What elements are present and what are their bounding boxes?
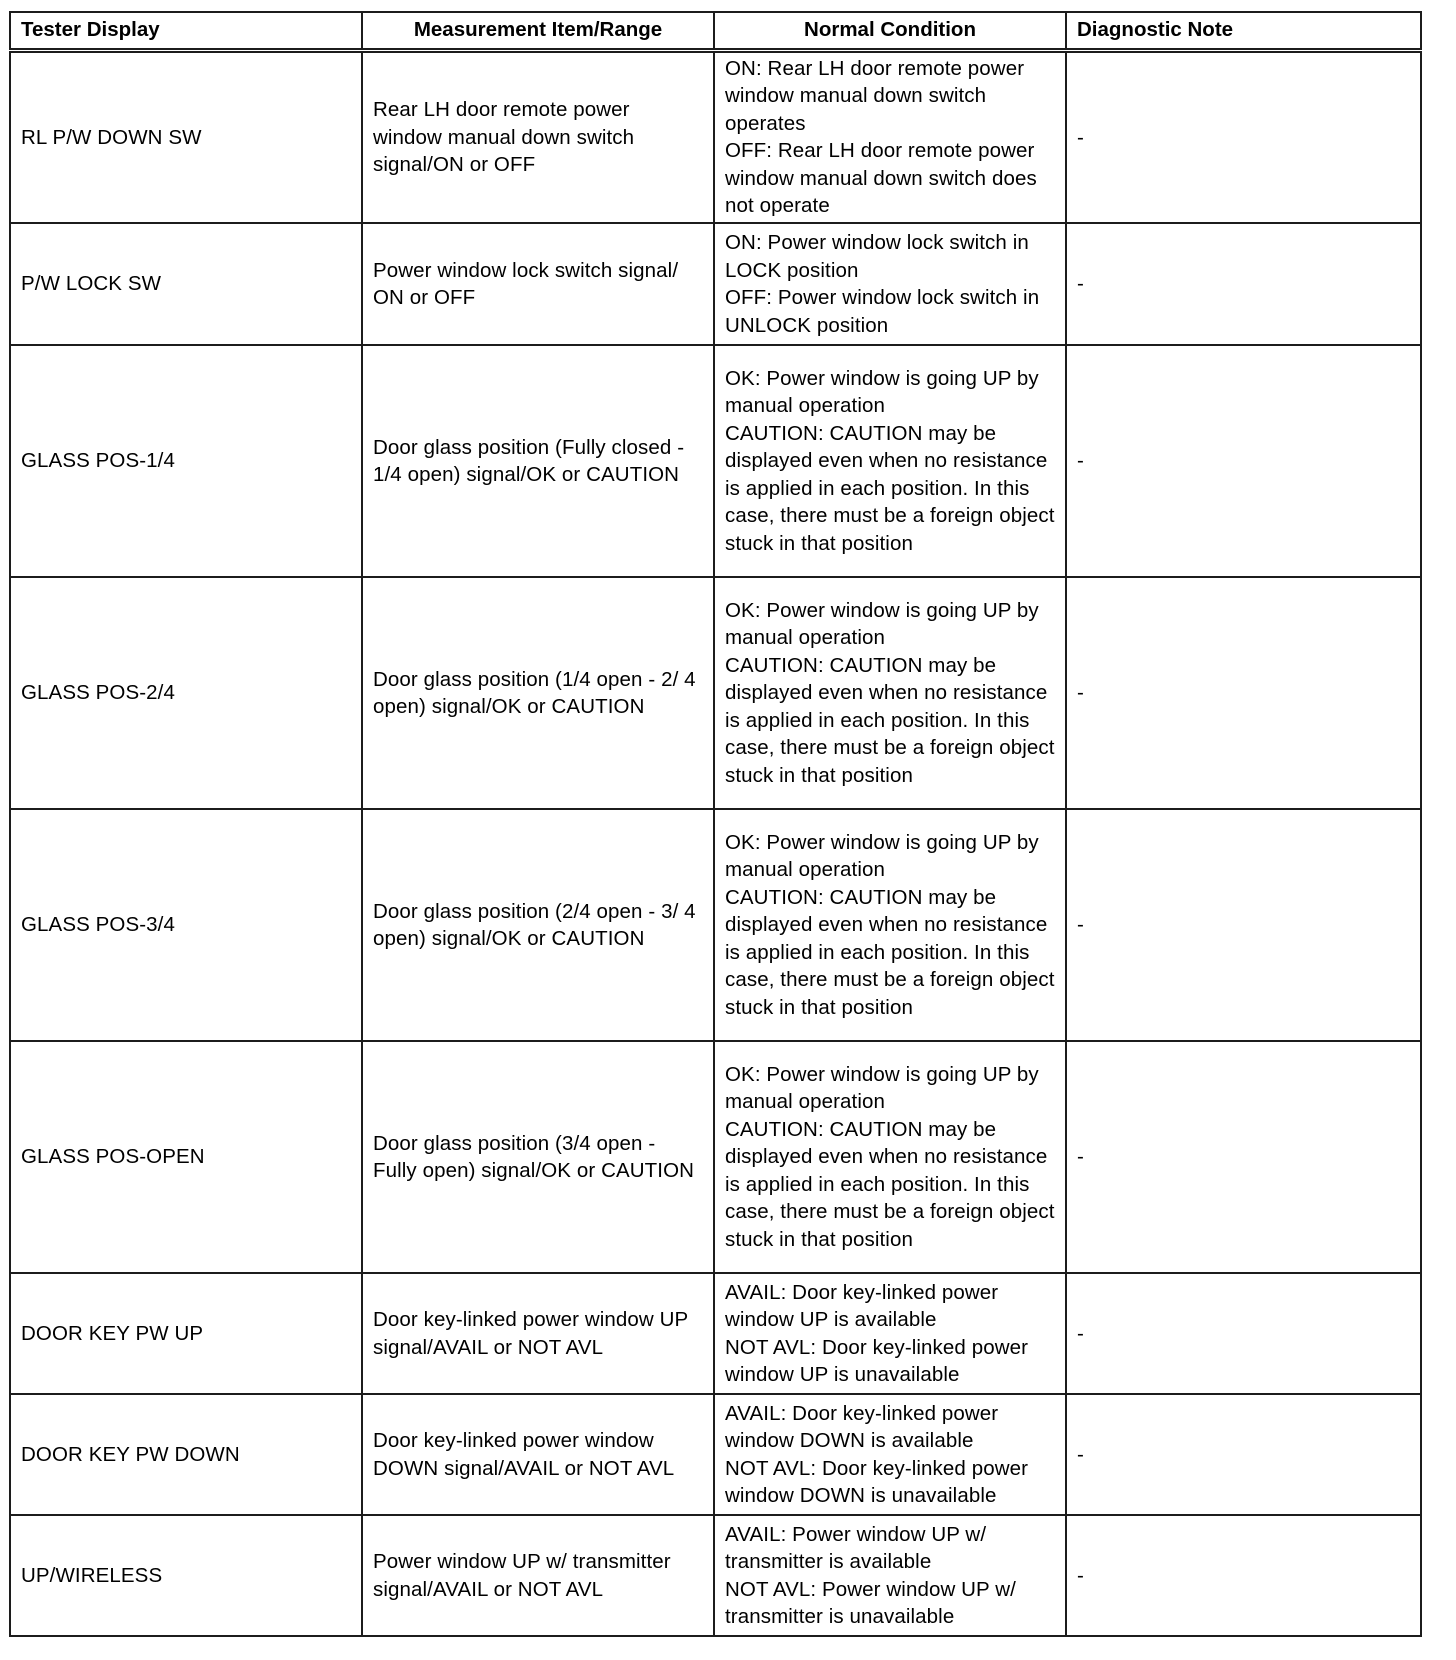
normal-condition-line: CAUTION: CAUTION may be displayed even when no resistance is applied in each position. In this case, there must be a foreign object stuck in that position <box>725 653 1055 787</box>
diagnostic-note-cell: - <box>1066 1394 1421 1515</box>
normal-condition-line: OFF: Power window lock switch in UNLOCK position <box>725 286 1040 337</box>
tester-display-cell: UP/WIRELESS <box>10 1515 362 1636</box>
table-row <box>10 1515 1421 1636</box>
normal-condition-line: NOT AVL: Door key-linked power window DOWN is unavailable <box>725 1456 1029 1507</box>
normal-condition-line: CAUTION: CAUTION may be displayed even when no resistance is applied in each position. In this case, there must be a foreign object stuck in that position <box>725 885 1055 1019</box>
normal-condition-line: CAUTION: CAUTION may be displayed even when no resistance is applied in each position. In this case, there must be a foreign object stuck in that position <box>725 1117 1055 1251</box>
normal-condition-line: NOT AVL: Power window UP w/ transmitter is unavailable <box>725 1577 1016 1628</box>
measurement-cell: Power window UP w/ transmitter signal/AVAIL or NOT AVL <box>362 1515 714 1636</box>
diagnostic-note-cell: - <box>1066 809 1421 1041</box>
table-row <box>10 345 1421 577</box>
measurement-cell: Power window lock switch signal/ ON or OFF <box>362 223 714 345</box>
normal-condition-line: NOT AVL: Door key-linked power window UP is unavailable <box>725 1335 1029 1386</box>
table-row <box>10 1041 1421 1273</box>
diagnostic-note-cell: - <box>1066 1273 1421 1394</box>
normal-condition-line: ON: Power window lock switch in LOCK position <box>725 231 1029 282</box>
tester-display-cell: GLASS POS-1/4 <box>10 345 362 577</box>
table-row <box>10 1394 1421 1515</box>
tester-display-cell: RL P/W DOWN SW <box>10 50 362 223</box>
diagnostic-note-cell: - <box>1066 223 1421 345</box>
normal-condition-line: AVAIL: Door key-linked power window DOWN is available <box>725 1401 999 1452</box>
diagnostic-note-cell: - <box>1066 1515 1421 1636</box>
normal-condition-line: ON: Rear LH door remote power window manual down switch operates <box>725 56 1025 135</box>
normal-condition-line: OK: Power window is going UP by manual operation <box>725 598 1039 650</box>
normal-condition-line: OK: Power window is going UP by manual operation <box>725 1062 1039 1114</box>
normal-condition-cell <box>714 1515 1066 1636</box>
measurement-cell: Door glass position (2/4 open - 3/ 4 open) signal/OK or CAUTION <box>362 809 714 1041</box>
header-tester-display: Tester Display <box>10 12 362 50</box>
table-row <box>10 50 1421 223</box>
table-row <box>10 809 1421 1041</box>
header-diagnostic-note: Diagnostic Note <box>1066 12 1421 50</box>
measurement-cell: Door glass position (Fully closed - 1/4 open) signal/OK or CAUTION <box>362 345 714 577</box>
header-measurement-item: Measurement Item/Range <box>362 12 714 50</box>
normal-condition-line: CAUTION: CAUTION may be displayed even when no resistance is applied in each position. In this case, there must be a foreign object stuck in that position <box>725 421 1055 555</box>
measurement-cell: Rear LH door remote power window manual down switch signal/ON or OFF <box>362 50 714 223</box>
diagnostic-note-cell: - <box>1066 345 1421 577</box>
measurement-cell: Door glass position (3/4 open - Fully open) signal/OK or CAUTION <box>362 1041 714 1273</box>
diagnostic-note-cell: - <box>1066 50 1421 223</box>
table-row <box>10 223 1421 345</box>
normal-condition-line: AVAIL: Power window UP w/ transmitter is available <box>725 1522 987 1573</box>
normal-condition-cell <box>714 809 1066 1041</box>
normal-condition-cell <box>714 50 1066 223</box>
tester-display-cell: GLASS POS-3/4 <box>10 809 362 1041</box>
tester-display-cell: DOOR KEY PW UP <box>10 1273 362 1394</box>
normal-condition-line: AVAIL: Door key-linked power window UP is available <box>725 1280 999 1331</box>
tester-display-cell: GLASS POS-2/4 <box>10 577 362 809</box>
normal-condition-line: OFF: Rear LH door remote power window manual down switch does not operate <box>725 139 1037 218</box>
measurement-cell: Door key-linked power window DOWN signal/AVAIL or NOT AVL <box>362 1394 714 1515</box>
normal-condition-cell <box>714 1041 1066 1273</box>
normal-condition-cell <box>714 577 1066 809</box>
normal-condition-cell <box>714 223 1066 345</box>
measurement-cell: Door key-linked power window UP signal/AVAIL or NOT AVL <box>362 1273 714 1394</box>
normal-condition-line: OK: Power window is going UP by manual operation <box>725 830 1039 882</box>
normal-condition-cell <box>714 345 1066 577</box>
data-table <box>9 11 1422 1637</box>
tester-display-cell: DOOR KEY PW DOWN <box>10 1394 362 1515</box>
tester-display-cell: GLASS POS-OPEN <box>10 1041 362 1273</box>
diagnostic-note-cell: - <box>1066 1041 1421 1273</box>
tester-display-cell: P/W LOCK SW <box>10 223 362 345</box>
normal-condition-cell <box>714 1394 1066 1515</box>
table-row <box>10 1273 1421 1394</box>
normal-condition-cell <box>714 1273 1066 1394</box>
diagnostic-note-cell: - <box>1066 577 1421 809</box>
measurement-cell: Door glass position (1/4 open - 2/ 4 open) signal/OK or CAUTION <box>362 577 714 809</box>
table-row <box>10 577 1421 809</box>
normal-condition-line: OK: Power window is going UP by manual operation <box>725 366 1039 418</box>
table-header-row <box>10 12 1421 50</box>
header-normal-condition: Normal Condition <box>714 12 1066 50</box>
